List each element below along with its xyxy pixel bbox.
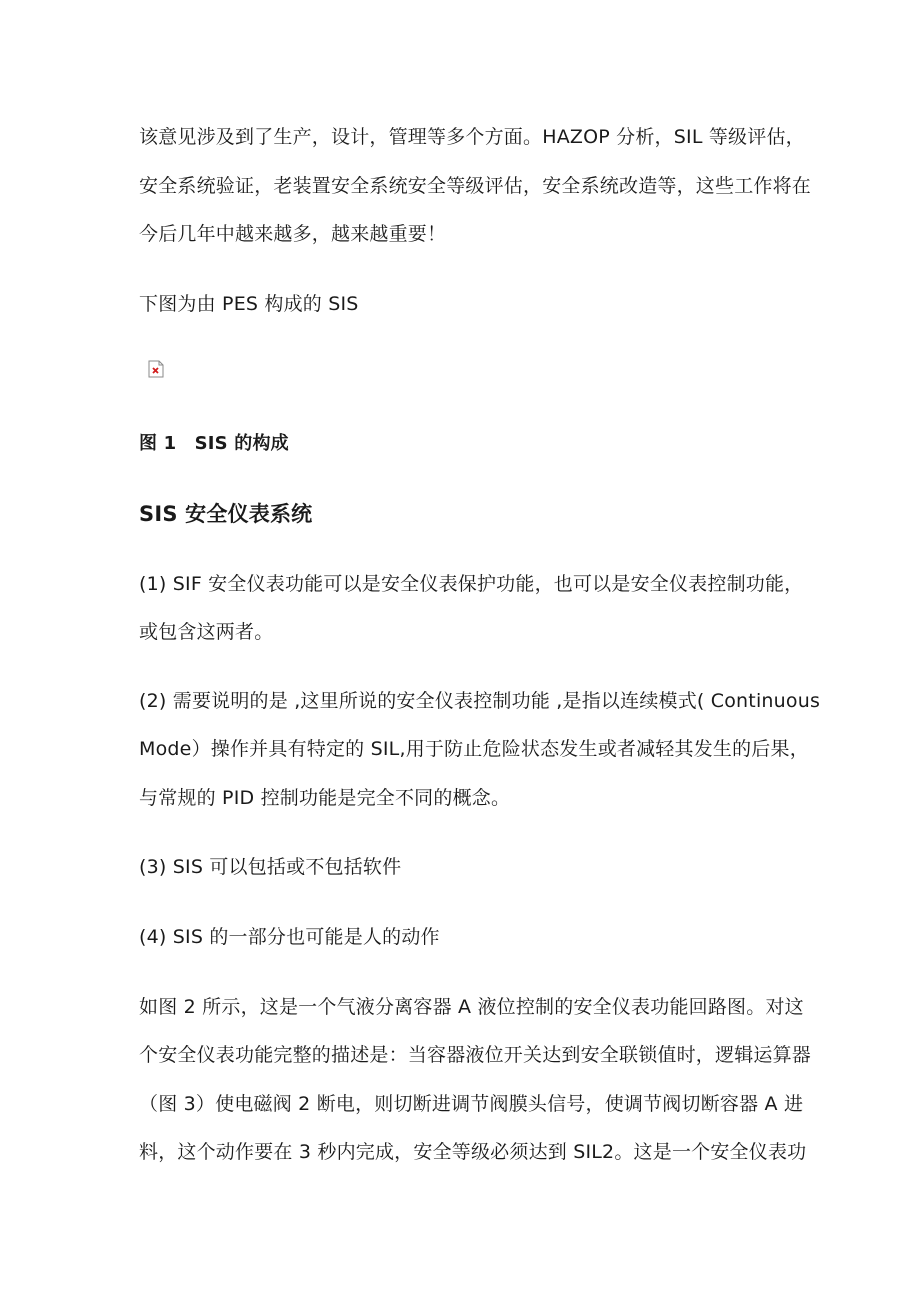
- item-1-line-1: (1) SIF 安全仪表功能可以是安全仪表保护功能，也可以是安全仪表控制功能，: [139, 573, 804, 595]
- paragraph-1-line-1: 该意见涉及到了生产，设计，管理等多个方面。HAZOP 分析，SIL 等级评估，: [139, 126, 805, 148]
- figure-intro-text: 下图为由 PES 构成的 SIS: [139, 293, 359, 315]
- figure-1-caption: 图 1 SIS 的构成: [139, 433, 289, 454]
- paragraph-2-line-4: 料，这个动作要在 3 秒内完成，安全等级必须达到 SIL2。这是一个安全仪表功: [139, 1141, 807, 1163]
- paragraph-1-line-2: 安全系统验证，老装置安全系统安全等级评估，安全系统改造等，这些工作将在: [139, 175, 812, 197]
- item-2-line-1: (2) 需要说明的是 ,这里所说的安全仪表控制功能 ,是指以连续模式( Continuous: [139, 690, 821, 712]
- paragraph-2-line-1: 如图 2 所示，这是一个气液分离容器 A 液位控制的安全仪表功能回路图。对这: [139, 996, 804, 1018]
- item-2-line-3: 与常规的 PID 控制功能是完全不同的概念。: [139, 787, 511, 809]
- item-3: (3) SIS 可以包括或不包括软件: [139, 856, 402, 878]
- paragraph-1-line-3: 今后几年中越来越多，越来越重要！: [139, 223, 447, 245]
- section-heading: SIS 安全仪表系统: [139, 502, 313, 526]
- item-2-line-2: Mode）操作并具有特定的 SIL,用于防止危险状态发生或者减轻其发生的后果，: [139, 738, 809, 760]
- paragraph-2-line-3: （图 3）使电磁阀 2 断电，则切断进调节阀膜头信号，使调节阀切断容器 A 进: [139, 1093, 804, 1115]
- item-1-line-2: 或包含这两者。: [139, 621, 274, 643]
- broken-image-icon: [148, 360, 164, 378]
- paragraph-2-line-2: 个安全仪表功能完整的描述是：当容器液位开关达到安全联锁值时，逻辑运算器: [139, 1044, 812, 1066]
- item-4: (4) SIS 的一部分也可能是人的动作: [139, 926, 440, 948]
